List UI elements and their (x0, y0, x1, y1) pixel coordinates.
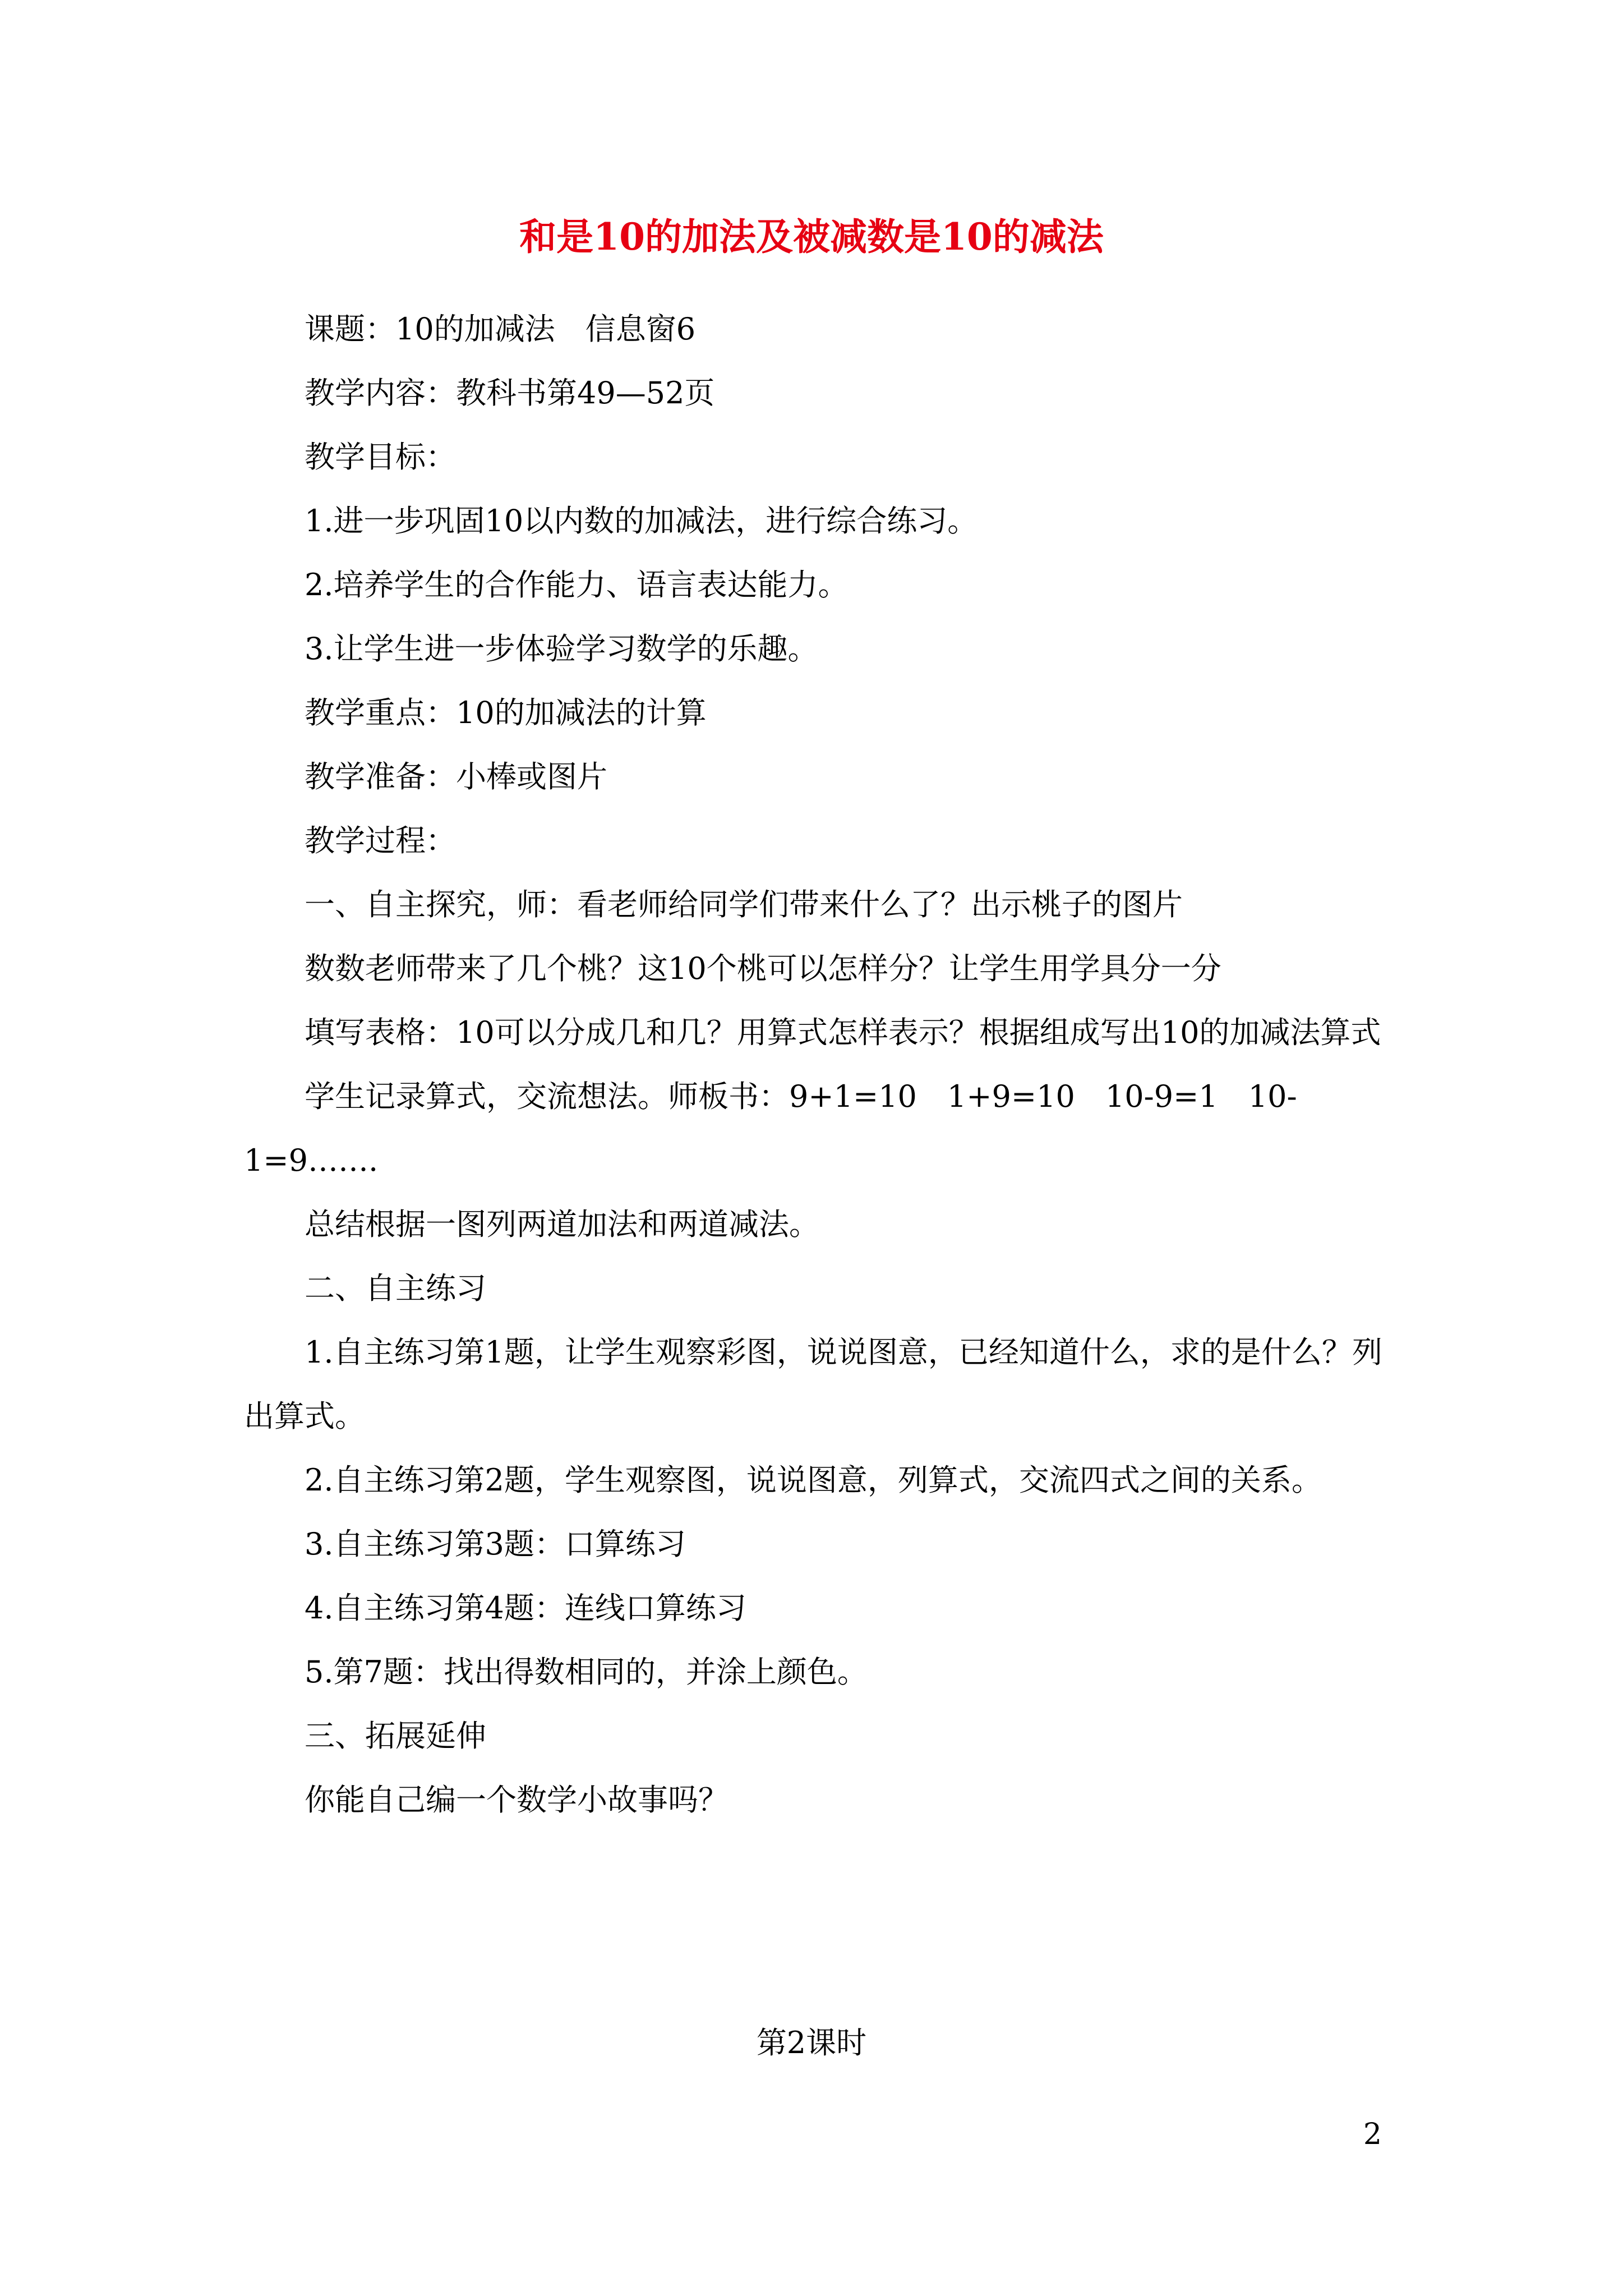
paragraph-practice-2: 2.自主练习第2题，学生观察图，说说图意，列算式，交流四式之间的关系。 (305, 1462, 1322, 1498)
paragraph-preparation: 教学准备：小棒或图片 (305, 759, 607, 794)
paragraph-practice-heading: 二、自主练习 (305, 1271, 486, 1306)
page-number: 2 (1363, 2118, 1382, 2151)
paragraph-practice-7: 5.第7题：找出得数相同的，并涂上颜色。 (305, 1654, 868, 1690)
paragraph-process-heading: 教学过程： (305, 823, 456, 858)
paragraph-extension-heading: 三、拓展延伸 (305, 1718, 486, 1754)
paragraph-goal-1: 1.进一步巩固10以内数的加减法，进行综合练习。 (305, 503, 978, 539)
page-title: 和是10的加法及被减数是10的减法 (519, 215, 1104, 259)
paragraph-practice-4: 4.自主练习第4题：连线口算练习 (305, 1590, 746, 1626)
paragraph-count-peaches: 数数老师带来了几个桃？这10个桃可以怎样分？让学生用学具分一分 (305, 951, 1221, 986)
paragraph-topic: 课题：10的加减法 信息窗6 (305, 311, 696, 347)
paragraph-summary: 总结根据一图列两道加法和两道减法。 (305, 1207, 819, 1242)
paragraph-practice-1: 1.自主练习第1题，让学生观察彩图，说说图意，已经知道什么，求的是什么？列出算式。 (244, 1335, 1382, 1434)
paragraph-extension-question: 你能自己编一个数学小故事吗？ (305, 1782, 728, 1818)
document-body (244, 297, 1388, 1832)
paragraph-practice-3: 3.自主练习第3题：口算练习 (305, 1526, 686, 1562)
paragraph-step-1: 一、自主探究，师：看老师给同学们带来什么了？出示桃子的图片 (305, 887, 1183, 922)
paragraph-content: 教学内容：教科书第49—52页 (305, 375, 715, 411)
paragraph-fill-table: 填写表格：10可以分成几和几？用算式怎样表示？根据组成写出10的加减法算式 (305, 1015, 1381, 1050)
paragraph-board-writing: 学生记录算式，交流想法。师板书：9+1=10 1+9=10 10-9=1 10-1=9……. (244, 1079, 1297, 1178)
paragraph-goal-2: 2.培养学生的合作能力、语言表达能力。 (305, 567, 849, 602)
paragraph-goals-heading: 教学目标： (305, 439, 456, 475)
lesson-label: 第2课时 (756, 2025, 867, 2060)
paragraph-goal-3: 3.让学生进一步体验学习数学的乐趣。 (305, 631, 818, 666)
paragraph-key-point: 教学重点：10的加减法的计算 (305, 695, 707, 730)
